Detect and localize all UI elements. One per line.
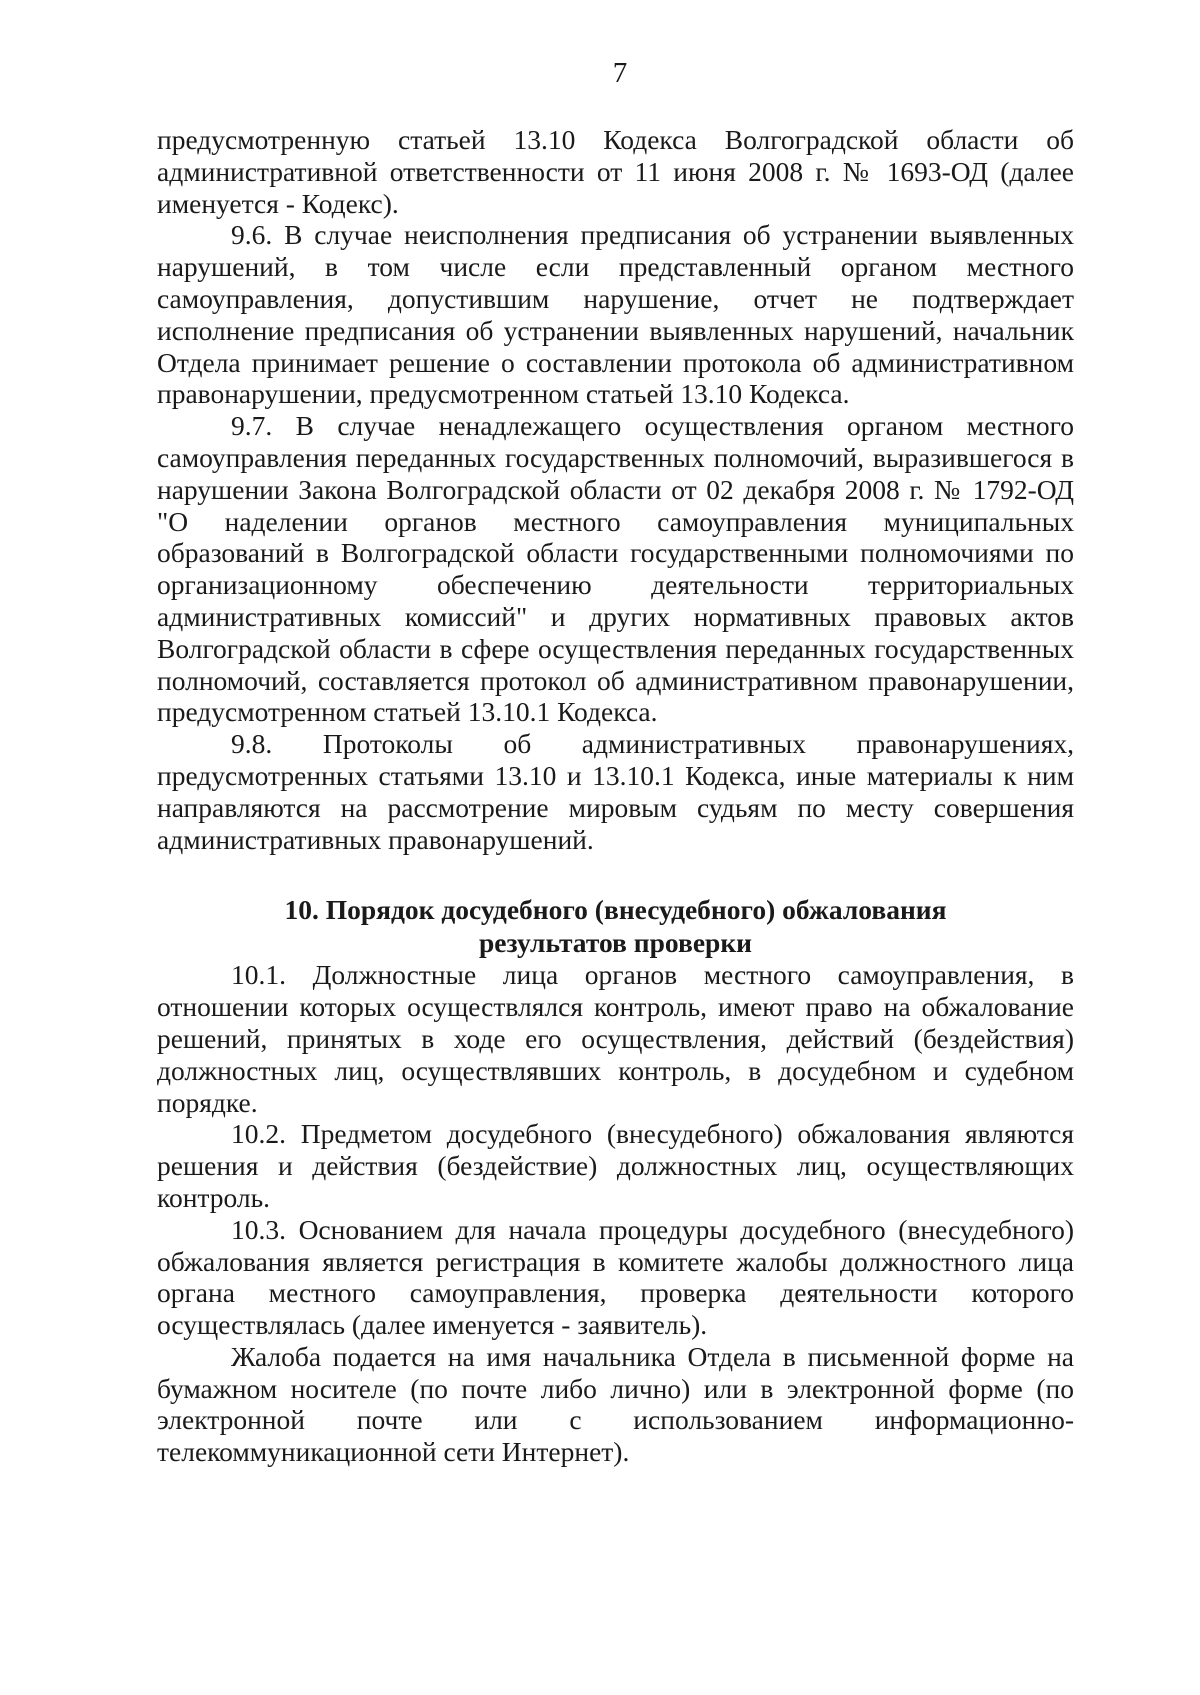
section-heading: [157, 893, 1074, 959]
paragraph-9-8: 9.8. Протоколы об административных правонарушениях, предусмотренных статьями 13.10 и 13.10.1 Кодекса, иные материалы к ним направляются на рассмотрение мировым судьям по месту совершения административных правонарушений.: [157, 728, 1074, 855]
paragraph-complaint: Жалоба подается на имя начальника Отдела в письменной форме на бумажном носителе (по почте либо лично) или в электронной форме (по электронной почте или с использованием информационно-телекоммуникационной сети Интернет).: [157, 1340, 1074, 1468]
document-body: [157, 124, 1074, 1468]
paragraph-9-7: 9.7. В случае ненадлежащего осуществления органом местного самоуправления переданных государственных полномочий, выразившегося в нарушении Закона Волгоградской области от 02 декабря 2008 г. № 1792-ОД "О наделении органов местного самоуправления муниципальных образований в Волгоградской области государственными полномочиями по организационному обеспечению деятельности территориальных административных комиссий" и других нормативных правовых актов Волгоградской области в сфере осуществления переданных государственных полномочий, составляется протокол об административном правонарушении, предусмотренном статьей 13.10.1 Кодекса.: [157, 410, 1074, 728]
paragraph-9-6: 9.6. В случае неисполнения предписания об устранении выявленных нарушений, в том числе если представленный органом местного самоуправления, допустившим нарушение, отчет не подтверждает исполнение предписания об устранении выявленных нарушений, начальник Отдела принимает решение о составлении протокола об административном правонарушении, предусмотренном статьей 13.10 Кодекса.: [157, 219, 1074, 410]
section-heading-line-1: 10. Порядок досудебного (внесудебного) обжалования: [284, 894, 947, 926]
page-number: 7: [612, 57, 628, 89]
paragraph-continuation: предусмотренную статьей 13.10 Кодекса Волгоградской области об административной ответственности от 11 июня 2008 г. № 1693-ОД (далее именуется - Кодекс).: [157, 124, 1074, 219]
section-heading-line-2: результатов проверки: [478, 927, 753, 959]
paragraph-10-2: 10.2. Предметом досудебного (внесудебного) обжалования являются решения и действия (бездействие) должностных лиц, осуществляющих контроль.: [157, 1118, 1074, 1213]
paragraph-10-1: 10.1. Должностные лица органов местного самоуправления, в отношении которых осуществлялся контроль, имеют право на обжалование решений, принятых в ходе его осуществления, действий (бездействия) должностных лиц, осуществлявших контроль, в досудебном и судебном порядке.: [157, 959, 1074, 1118]
paragraph-10-3: 10.3. Основанием для начала процедуры досудебного (внесудебного) обжалования является регистрация в комитете жалобы должностного лица органа местного самоуправления, проверка деятельности которого осуществлялась (далее именуется - заявитель).: [157, 1213, 1074, 1341]
